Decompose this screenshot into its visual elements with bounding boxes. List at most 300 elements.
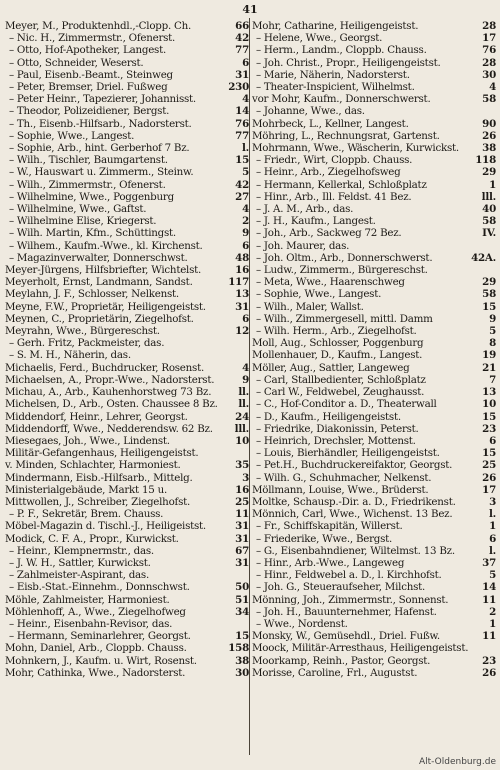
- directory-entry: [252, 386, 496, 398]
- directory-entry: [252, 215, 496, 227]
- entry-number: IV.: [482, 227, 496, 240]
- entry-name: – Theater-Inspicient, Wilhelmst.: [256, 81, 415, 94]
- entry-name: – Heinr., Arb., Ziegelhofsweg: [256, 166, 401, 179]
- entry-number: 3: [242, 471, 249, 484]
- entry-name: Mohr, Catharine, Heiligengeistst.: [252, 20, 419, 32]
- entry-number: 15: [482, 300, 496, 313]
- entry-name: – Joh. H., Bauunternehmer, Hafenst.: [256, 605, 437, 618]
- entry-name: Moll, Aug., Schlosser, Poggenburg: [252, 337, 424, 350]
- entry-number: 5: [489, 325, 496, 338]
- directory-entry: [5, 447, 249, 459]
- directory-entry: [252, 32, 496, 44]
- entry-number: 27: [235, 190, 249, 203]
- directory-entry: [5, 594, 249, 606]
- directory-entry: [252, 594, 496, 606]
- entry-number: 11: [235, 508, 249, 521]
- entry-name: – Louis, Bierhändler, Heiligengeistst.: [256, 447, 440, 460]
- entry-number: 1: [489, 520, 496, 533]
- directory-entry: [5, 374, 249, 386]
- watermark: Alt-Oldenburg.de: [418, 757, 496, 767]
- entry-name: Meynen, C., Proprietärin, Ziegelhofst.: [5, 312, 194, 325]
- entry-name: Moock, Militär-Arresthaus, Heiligengeistst.: [252, 642, 469, 655]
- entry-name: Möhring, L., Rechnungsrat, Gartenst.: [252, 129, 440, 142]
- entry-name: – Wilh., Maler, Wallst.: [256, 300, 364, 313]
- directory-entry: [5, 667, 249, 679]
- directory-entry: [252, 459, 496, 471]
- entry-name: – Wilhelmine, Wwe., Gaftst.: [9, 203, 147, 216]
- entry-number: 48: [235, 251, 249, 264]
- entry-number: 2: [242, 215, 249, 228]
- entry-name: – Wilh. Martin, Kfm., Schüttingst.: [9, 227, 176, 240]
- entry-name: Meyne, F.W., Proprietär, Heiligengeistst.: [5, 300, 206, 313]
- entry-name: – Hinr., Feldwebel a. D., l. Kirchhofst.: [256, 569, 442, 582]
- directory-entry: [5, 630, 249, 642]
- entry-number: 21: [482, 361, 496, 374]
- entry-name: Modick, C. F. A., Propr., Kurwickst.: [5, 532, 179, 545]
- directory-entry: [252, 484, 496, 496]
- entry-name: Mittwollen, J., Schreiber, Ziegelhofst.: [5, 495, 191, 508]
- directory-entry: [5, 508, 249, 520]
- directory-entry: [252, 349, 496, 361]
- entry-number: 11: [482, 630, 496, 643]
- entry-name: – Friederike, Wwe., Bergst.: [256, 532, 393, 545]
- directory-entry: [5, 130, 249, 142]
- entry-name: – Theodor, Polizeidiener, Bergst.: [9, 105, 170, 118]
- entry-number: 31: [235, 532, 249, 545]
- directory-entry: [252, 362, 496, 374]
- entry-number: 38: [235, 654, 249, 667]
- entry-number: 6: [489, 434, 496, 447]
- entry-name: – Magazinverwalter, Donnerschwst.: [9, 251, 188, 264]
- directory-entry: [5, 154, 249, 166]
- entry-number: 23: [482, 654, 496, 667]
- entry-name: Möhlenhoff, A., Wwe., Ziegelhofweg: [5, 605, 186, 618]
- directory-entry: [5, 545, 249, 557]
- entry-number: 31: [235, 520, 249, 533]
- directory-entry: [5, 642, 249, 654]
- directory-entry: [5, 520, 249, 532]
- entry-name: – Friedrike, Diakonissin, Peterst.: [256, 422, 419, 435]
- entry-number: 5: [489, 569, 496, 582]
- directory-entry: [5, 276, 249, 288]
- directory-entry: [5, 618, 249, 630]
- entry-number: 15: [235, 154, 249, 167]
- entry-name: – Otto, Hof-Apotheker, Langest.: [9, 44, 166, 57]
- directory-entry: [5, 240, 249, 252]
- directory-entry: [252, 57, 496, 69]
- directory-entry: [252, 655, 496, 667]
- entry-name: – Peter Heinr., Tapezierer, Johannisst.: [9, 93, 196, 106]
- directory-entry: [5, 93, 249, 105]
- entry-number: 25: [482, 459, 496, 472]
- entry-name: – Nic. H., Zimmermstr., Ofenerst.: [9, 32, 176, 45]
- entry-number: 31: [235, 556, 249, 569]
- entry-name: Möller, Aug., Sattler, Langeweg: [252, 361, 410, 374]
- entry-number: 1: [489, 617, 496, 630]
- entry-name: – Joh. Oltm., Arb., Donnerschwerst.: [256, 251, 433, 264]
- directory-entry: [5, 20, 249, 32]
- directory-entry: [5, 569, 249, 581]
- directory-entry: [5, 398, 249, 410]
- entry-number: 6: [242, 239, 249, 252]
- directory-entry: [5, 203, 249, 215]
- entry-number: 15: [482, 410, 496, 423]
- entry-name: Mönning, Joh., Zimmermstr., Sonnenst.: [252, 593, 449, 606]
- entry-name: – Sophie, Wwe., Langest.: [9, 129, 135, 142]
- entry-name: – Wilh., Zimmermstr., Ofenerst.: [9, 178, 166, 191]
- directory-entry: [5, 362, 249, 374]
- entry-name: – Fr., Schiffskapitän, Willerst.: [256, 520, 403, 533]
- directory-entry: [5, 386, 249, 398]
- entry-number: 42: [235, 178, 249, 191]
- entry-name: Moorkamp, Reinh., Pastor, Georgst.: [252, 654, 431, 667]
- directory-entry: [5, 118, 249, 130]
- entry-name: – Eisb.-Stat.-Einnehm., Donnschwst.: [9, 581, 190, 594]
- column-divider: [249, 18, 250, 755]
- directory-entry: [252, 496, 496, 508]
- entry-name: – Wilh., Zimmergesell, mittl. Damm: [256, 312, 433, 325]
- directory-entry: [252, 313, 496, 325]
- directory-entry: [252, 557, 496, 569]
- entry-name: – Wilh. Herm., Arb., Ziegelhofst.: [256, 325, 417, 338]
- entry-name: Meyrahn, Wwe., Bürgereschst.: [5, 325, 160, 338]
- left-column: [5, 20, 249, 753]
- entry-name: – Joh. Christ., Propr., Heiligengeistst.: [256, 56, 441, 69]
- entry-number: 13: [482, 386, 496, 399]
- directory-entry: [5, 264, 249, 276]
- directory-entry: [5, 301, 249, 313]
- entry-number: 76: [235, 117, 249, 130]
- entry-number: 6: [489, 532, 496, 545]
- entry-number: 28: [482, 56, 496, 69]
- entry-name: – C., Hof-Conditor a. D., Theaterwall: [256, 398, 437, 411]
- entry-number: 4: [242, 361, 249, 374]
- directory-entry: [252, 630, 496, 642]
- directory-entry: [5, 313, 249, 325]
- directory-entry: [5, 484, 249, 496]
- directory-entry: [252, 166, 496, 178]
- entry-number: 29: [482, 276, 496, 289]
- entry-name: vor Mohr, Kaufm., Donnerschwerst.: [252, 93, 431, 106]
- directory-entry: [252, 252, 496, 264]
- entry-name: – Herm., Landm., Cloppb. Chauss.: [256, 44, 427, 57]
- directory-entry: [252, 81, 496, 93]
- entry-number: 4: [242, 93, 249, 106]
- directory-entry: [252, 533, 496, 545]
- directory-entry: [5, 472, 249, 484]
- entry-name: v. Minden, Schlachter, Harmoniest.: [5, 459, 181, 472]
- entry-name: Mönnich, Carl, Wwe., Wichenst. 13 Bez.: [252, 508, 453, 521]
- entry-number: 23: [482, 422, 496, 435]
- entry-name: Meylahn, J. F., Schlosser, Nelkenst.: [5, 288, 179, 301]
- directory-entry: [5, 288, 249, 300]
- entry-number: 118: [475, 154, 496, 167]
- entry-number: 67: [235, 544, 249, 557]
- entry-number: 15: [482, 447, 496, 460]
- directory-entry: [252, 179, 496, 191]
- entry-name: – S. M. H., Näherin, das.: [9, 349, 131, 362]
- directory-entry: [252, 142, 496, 154]
- directory-entry: [5, 349, 249, 361]
- directory-entry: [252, 288, 496, 300]
- entry-number: 26: [482, 129, 496, 142]
- entry-name: – Sophie, Wwe., Langest.: [256, 288, 382, 301]
- entry-name: Ministerialgebäude, Markt 15 u.: [5, 483, 167, 496]
- entry-name: – Joh. G., Steueraufseher, Milchst.: [256, 581, 426, 594]
- entry-name: – Hermann, Kellerkal, Schloßplatz: [256, 178, 427, 191]
- entry-name: Middendorff, Wwe., Nedderendsw. 62 Bz.: [5, 422, 213, 435]
- entry-number: 40: [482, 203, 496, 216]
- entry-name: Militär-Gefangenhaus, Heiligengeistst.: [5, 447, 199, 460]
- directory-entry: [5, 655, 249, 667]
- entry-name: – Paul, Eisenb.-Beamt., Steinweg: [9, 68, 173, 81]
- entry-name: – Zahlmeister-Aspirant, das.: [9, 569, 149, 582]
- entry-number: 230: [228, 81, 249, 94]
- directory-entry: [252, 118, 496, 130]
- directory-entry: [252, 44, 496, 56]
- entry-name: Michaelsen, A., Propr.-Wwe., Nadorsterst.: [5, 373, 215, 386]
- directory-entry: [5, 581, 249, 593]
- entry-name: Mindermann, Eisb.-Hilfsarb., Mittelg.: [5, 471, 193, 484]
- directory-entry: [5, 215, 249, 227]
- directory-entry: [5, 179, 249, 191]
- directory-entry: [5, 69, 249, 81]
- entry-name: – Carl, Stallbedienter, Schloßplatz: [256, 373, 426, 386]
- entry-number: 30: [482, 68, 496, 81]
- directory-entry: [252, 435, 496, 447]
- directory-entry: [252, 276, 496, 288]
- entry-number: 30: [235, 666, 249, 679]
- directory-entry: [252, 411, 496, 423]
- directory-entry: [252, 569, 496, 581]
- entry-number: 16: [235, 483, 249, 496]
- directory-entry: [252, 581, 496, 593]
- entry-number: 28: [482, 20, 496, 32]
- entry-number: 6: [242, 56, 249, 69]
- entry-name: Mohr, Cathinka, Wwe., Nadorsterst.: [5, 666, 186, 679]
- entry-name: – Wwe., Nordenst.: [256, 617, 348, 630]
- entry-name: – Hinr., Arb.-Wwe., Langeweg: [256, 556, 405, 569]
- entry-number: 31: [235, 300, 249, 313]
- directory-entry: [5, 227, 249, 239]
- entry-name: – D., Kaufm., Heiligengeistst.: [256, 410, 401, 423]
- entry-number: 76: [482, 44, 496, 57]
- directory-entry: [252, 154, 496, 166]
- directory-entry: [252, 545, 496, 557]
- entry-name: – Heinr., Klempnermstr., das.: [9, 544, 154, 557]
- entry-number: 117: [228, 276, 249, 289]
- entry-number: 10: [482, 398, 496, 411]
- directory-entry: [252, 447, 496, 459]
- entry-number: 3: [489, 495, 496, 508]
- entry-number: 17: [482, 483, 496, 496]
- directory-entry: [252, 337, 496, 349]
- entry-number: 7: [489, 373, 496, 386]
- directory-entry: [252, 520, 496, 532]
- directory-entry: [252, 105, 496, 117]
- entry-number: 10: [235, 434, 249, 447]
- entry-name: Meyerholt, Ernst, Landmann, Sandst.: [5, 276, 193, 289]
- entry-name: Meyer-Jürgens, Hilfsbriefter, Wichtelst.: [5, 264, 202, 277]
- entry-number: 51: [235, 593, 249, 606]
- directory-entry: [5, 81, 249, 93]
- directory-entry: [5, 423, 249, 435]
- entry-name: – Wilhelmine, Wwe., Poggenburg: [9, 190, 174, 203]
- entry-name: Morisse, Caroline, Frl., Augustst.: [252, 666, 418, 679]
- entry-name: Möhle, Zahlmeister, Harmoniest.: [5, 593, 170, 606]
- entry-number: 31: [235, 68, 249, 81]
- entry-number: ll.: [238, 398, 249, 411]
- directory-entry: [5, 32, 249, 44]
- entry-number: 9: [242, 227, 249, 240]
- entry-name: – Th., Eisenb.-Hilfsarb., Nadorsterst.: [9, 117, 192, 130]
- directory-entry: [5, 459, 249, 471]
- entry-name: Mohrbeck, L., Kellner, Langest.: [252, 117, 409, 130]
- directory-entry: [5, 606, 249, 618]
- entry-name: – Peter, Bremser, Driel. Fußweg: [9, 81, 168, 94]
- entry-name: – P. F., Sekretär, Brem. Chauss.: [9, 508, 164, 521]
- entry-number: l.: [489, 544, 496, 557]
- entry-name: – Otto, Schneider, Weserst.: [9, 56, 144, 69]
- entry-name: – Friedr., Wirt, Cloppb. Chauss.: [256, 154, 413, 167]
- page-number: 41: [242, 3, 258, 16]
- directory-entry: [5, 557, 249, 569]
- entry-name: – Wilhelmine Elise, Kriegerst.: [9, 215, 157, 228]
- entry-number: 58: [482, 288, 496, 301]
- entry-number: ll.: [238, 386, 249, 399]
- directory-entry: [252, 508, 496, 520]
- directory-entry: [252, 606, 496, 618]
- directory-entry: [5, 142, 249, 154]
- directory-entry: [252, 325, 496, 337]
- entry-number: 6: [242, 312, 249, 325]
- entry-number: 14: [482, 581, 496, 594]
- directory-entry: [252, 203, 496, 215]
- entry-name: Middendorf, Heinr., Lehrer, Georgst.: [5, 410, 188, 423]
- entry-name: Möbel-Magazin d. Tischl.-J., Heiligeistst.: [5, 520, 206, 533]
- directory-entry: [252, 667, 496, 679]
- entry-name: – Johanne, Wwe., das.: [256, 105, 365, 118]
- entry-number: lll.: [481, 190, 496, 203]
- entry-number: 58: [482, 215, 496, 228]
- entry-name: Michelsen, D., Arb., Osten. Chaussee 8 Bz.: [5, 398, 218, 411]
- directory-entry: [5, 325, 249, 337]
- entry-name: – Heinr., Eisenbahn-Revisor, das.: [9, 617, 173, 630]
- entry-name: – Gerh. Fritz, Packmeister, das.: [9, 337, 165, 350]
- directory-entry: [252, 69, 496, 81]
- entry-number: 4: [489, 81, 496, 94]
- entry-number: 77: [235, 129, 249, 142]
- entry-name: – Helene, Wwe., Georgst.: [256, 32, 383, 45]
- entry-name: – Wilh., Tischler, Baumgartenst.: [9, 154, 168, 167]
- entry-number: 37: [482, 556, 496, 569]
- directory-entry: [252, 240, 496, 252]
- entry-number: 11: [482, 593, 496, 606]
- entry-number: 50: [235, 581, 249, 594]
- directory-entry: [252, 423, 496, 435]
- entry-number: 2: [489, 605, 496, 618]
- directory-entry: [5, 44, 249, 56]
- entry-number: 34: [235, 605, 249, 618]
- entry-number: 26: [482, 666, 496, 679]
- directory-entry: [252, 642, 496, 654]
- entry-number: 8: [489, 337, 496, 350]
- entry-name: – Carl W., Feldwebel, Zeughausst.: [256, 386, 425, 399]
- entry-name: – Meta, Wwe., Haarenschweg: [256, 276, 405, 289]
- directory-entry: [5, 166, 249, 178]
- entry-number: 17: [482, 32, 496, 45]
- entry-number: 16: [235, 264, 249, 277]
- entry-number: 24: [235, 410, 249, 423]
- entry-number: 12: [235, 325, 249, 338]
- entry-number: 9: [489, 312, 496, 325]
- directory-columns: [5, 20, 495, 753]
- entry-name: – Wilh. G., Schuhmacher, Nelkenst.: [256, 471, 432, 484]
- entry-name: – Heinrich, Drechsler, Mottenst.: [256, 434, 416, 447]
- entry-number: 15: [235, 630, 249, 643]
- directory-entry: [252, 20, 496, 32]
- entry-number: 42A.: [471, 251, 496, 264]
- entry-name: – Hermann, Seminarlehrer, Georgst.: [9, 630, 191, 643]
- entry-name: – Hinr., Arb., Ill. Feldst. 41 Bez.: [256, 190, 412, 203]
- directory-entry: [252, 472, 496, 484]
- entry-name: Mohn, Daniel, Arb., Cloppb. Chauss.: [5, 642, 187, 655]
- entry-number: l.: [242, 142, 249, 155]
- entry-name: – W., Hauswart u. Zimmerm., Steinw.: [9, 166, 194, 179]
- entry-name: – Sophie, Arb., hint. Gerberhof 7 Bz.: [9, 142, 190, 155]
- entry-name: – Ludw., Zimmerm., Bürgereschst.: [256, 264, 428, 277]
- entry-number: 1: [489, 178, 496, 191]
- entry-number: 66: [235, 20, 249, 32]
- entry-number: 19: [482, 349, 496, 362]
- directory-entry: [252, 191, 496, 203]
- entry-name: – J. A. M., Arb., das.: [256, 203, 354, 216]
- entry-name: Michau, A., Arb., Kauhenhorstweg 73 Bz.: [5, 386, 212, 399]
- entry-name: – Marie, Näherin, Nadorsterst.: [256, 68, 410, 81]
- right-column: [252, 20, 496, 753]
- entry-name: – Wilhem., Kaufm.-Wwe., kl. Kirchenst.: [9, 239, 203, 252]
- entry-number: 58: [482, 93, 496, 106]
- entry-number: 25: [235, 495, 249, 508]
- entry-name: Möllmann, Louise, Wwe., Brüderst.: [252, 483, 429, 496]
- entry-number: 158: [228, 642, 249, 655]
- directory-entry: [252, 398, 496, 410]
- entry-name: Miesegaes, Joh., Wwe., Lindenst.: [5, 434, 170, 447]
- entry-name: – Joh., Arb., Sackweg 72 Bez.: [256, 227, 402, 240]
- entry-number: 5: [242, 166, 249, 179]
- entry-number: l.: [489, 508, 496, 521]
- directory-entry: [252, 93, 496, 105]
- directory-entry: [5, 533, 249, 545]
- entry-number: 77: [235, 44, 249, 57]
- entry-number: 13: [235, 288, 249, 301]
- entry-number: 29: [482, 166, 496, 179]
- directory-entry: [252, 264, 496, 276]
- entry-name: – J. W. H., Sattler, Kurwickst.: [9, 556, 151, 569]
- entry-name: – G., Eisenbahndiener, Wiltelmst. 13 Bz.: [256, 544, 455, 557]
- entry-name: Meyer, M., Produktenhdl.,-Clopp. Ch.: [5, 20, 192, 32]
- directory-entry: [5, 105, 249, 117]
- entry-number: 4: [242, 203, 249, 216]
- entry-number: 90: [482, 117, 496, 130]
- entry-name: Michaelis, Ferd., Buchdrucker, Rosenst.: [5, 361, 204, 374]
- entry-number: 9: [242, 373, 249, 386]
- directory-entry: [5, 435, 249, 447]
- entry-number: 26: [482, 471, 496, 484]
- directory-entry: [252, 301, 496, 313]
- entry-number: 42: [235, 32, 249, 45]
- entry-name: – J. H., Kaufm., Langest.: [256, 215, 376, 228]
